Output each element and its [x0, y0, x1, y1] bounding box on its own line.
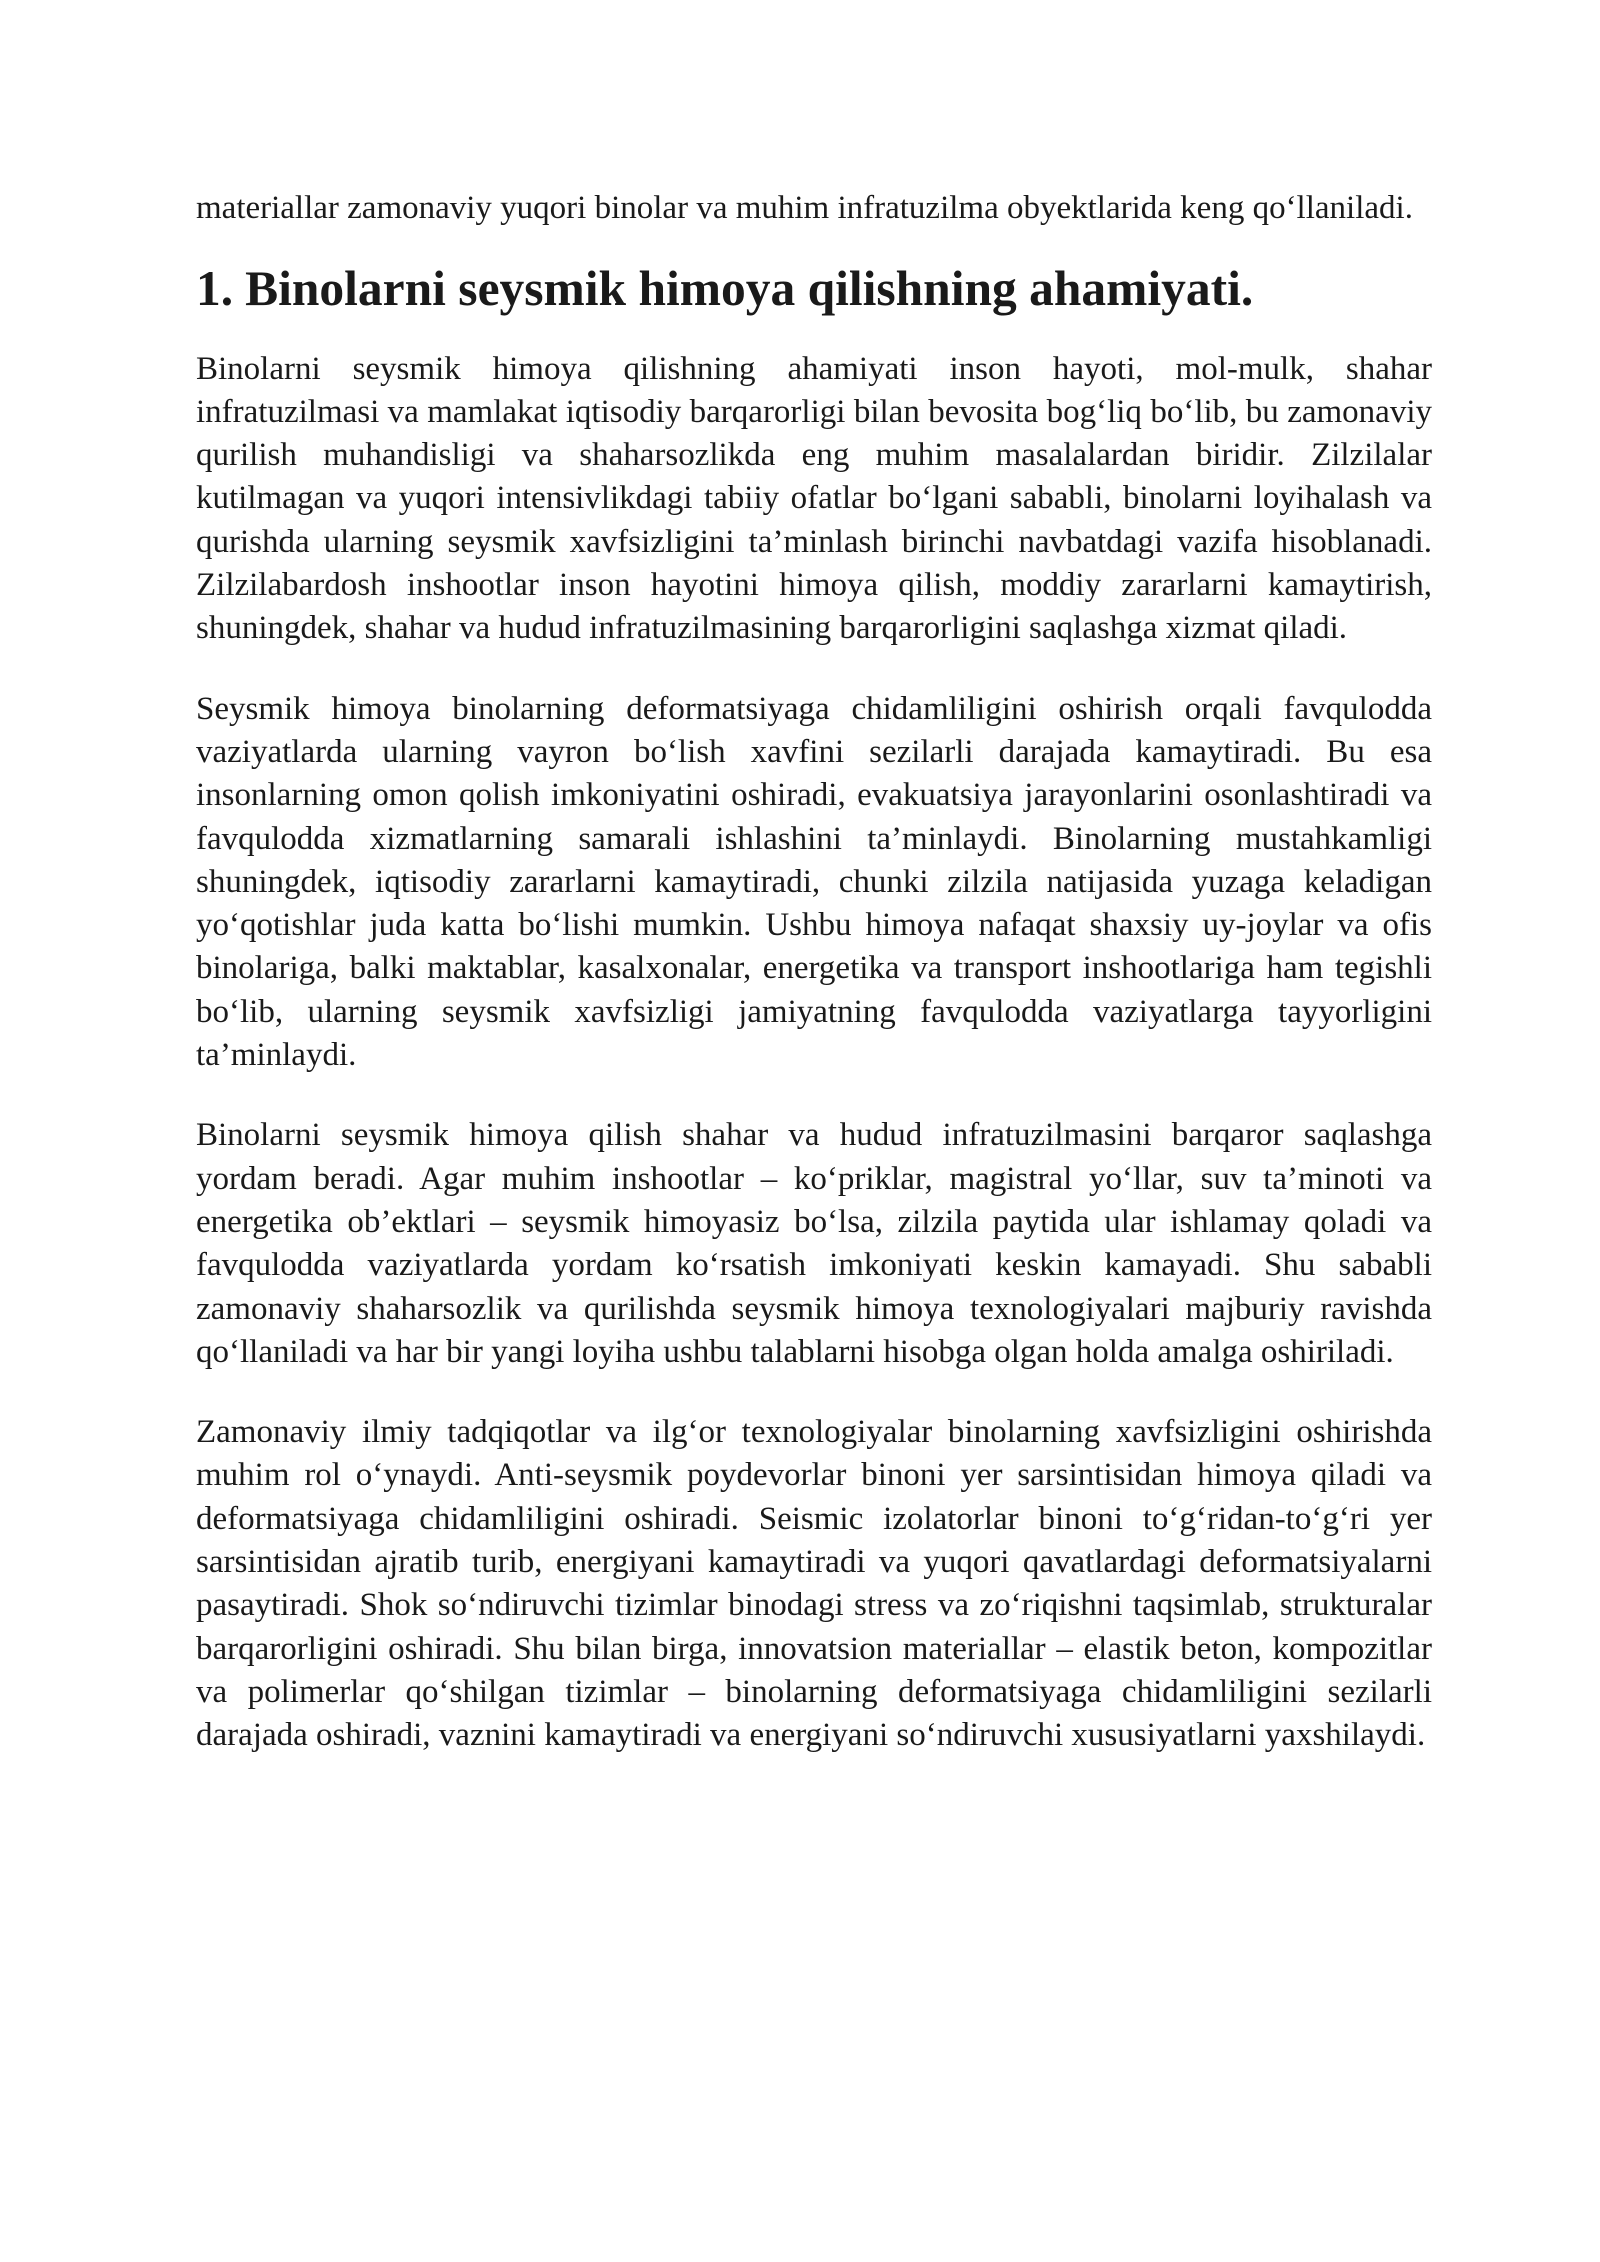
- paragraph-technologies: Zamonaviy ilmiy tadqiqotlar va ilg‘or texnologiyalar binolarning xavfsizligini oshirishda muhim rol o‘ynaydi. Anti-seysmik poydevorlar binoni yer sarsintisidan himoya qiladi va deformatsiyaga chidamliligini oshiradi. Seismic izolatorlar binoni to‘g‘ridan-to‘g‘ri yer sarsintisidan ajratib turib, energiyani kamaytiradi va yuqori qavatlardagi deformatsiyalarni pasaytiradi. Shok so‘ndiruvchi tizimlar binodagi stress va zo‘riqishni taqsimlab, strukturalar barqarorligini oshiradi. Shu bilan birga, innovatsion materiallar – elastik beton, kompozitlar va polimerlar qo‘shilgan tizimlar – binolarning deformatsiyaga chidamliligini sezilarli darajada oshiradi, vaznini kamaytiradi va energiyani so‘ndiruvchi xususiyatlarni yaxshilaydi.: [196, 1414, 1432, 1754]
- paragraph-importance: Binolarni seysmik himoya qilishning ahamiyati inson hayoti, mol-mulk, shahar infratuzilmasi va mamlakat iqtisodiy barqarorligi bilan bevosita bog‘liq bo‘lib, bu zamonaviy qurilish muhandisligi va shaharsozlikda eng muhim masalalardan biridir. Zilzilalar kutilmagan va yuqori intensivlikdagi tabiiy ofatlar bo‘lgani sababli, binolarni loyihalash va qurishda ularning seysmik xavfsizligini ta’minlash birinchi navbatdagi vazifa hisoblanadi. Zilzilabardosh inshootlar inson hayotini himoya qilish, moddiy zararlarni kamaytirish, shuningdek, shahar va hudud infratuzilmasining barqarorligini saqlashga xizmat qiladi.: [196, 350, 1432, 647]
- section-heading: [196, 261, 1432, 317]
- paragraph-infrastructure: Binolarni seysmik himoya qilish shahar va hudud infratuzilmasini barqaror saqlashga yordam beradi. Agar muhim inshootlar – ko‘priklar, magistral yo‘llar, suv ta’minoti va energetika ob’ektlari – seysmik himoyasiz bo‘lsa, zilzila paytida ular ishlamay qoladi va favqulodda vaziyatlarda yordam ko‘rsatish imkoniyati keskin kamayadi. Shu sababli zamonaviy shaharsozlik va qurilishda seysmik himoya texnologiyalari majburiy ravishda qo‘llaniladi va har bir yangi loyiha ushbu talablarni hisobga olgan holda amalga oshiriladi.: [196, 1117, 1432, 1370]
- intro-continuation: materiallar zamonaviy yuqori binolar va muhim infratuzilma obyektlarida keng qo‘llaniladi.: [196, 190, 1413, 226]
- section-number: 1.: [196, 261, 234, 317]
- paragraph-deformation-resistance: Seysmik himoya binolarning deformatsiyaga chidamliligini oshirish orqali favqulodda vaziyatlarda ularning vayron bo‘lish xavfini sezilarli darajada kamaytiradi. Bu esa insonlarning omon qolish imkoniyatini oshiradi, evakuatsiya jarayonlarini osonlashtiradi va favqulodda xizmatlarning samarali ishlashini ta’minlaydi. Binolarning mustahkamligi shuningdek, iqtisodiy zararlarni kamaytiradi, chunki zilzila natijasida yuzaga keladigan yo‘qotishlar juda katta bo‘lishi mumkin. Ushbu himoya nafaqat shaxsiy uy-joylar va ofis binolariga, balki maktablar, kasalxonalar, energetika va transport inshootlariga ham tegishli bo‘lib, ularning seysmik xavfsizligi jamiyatning favqulodda vaziyatlarga tayyorligini ta’minlaydi.: [196, 690, 1432, 1074]
- section-title: Binolarni seysmik himoya qilishning ahamiyati.: [245, 261, 1254, 317]
- document-page: [196, 187, 1432, 1795]
